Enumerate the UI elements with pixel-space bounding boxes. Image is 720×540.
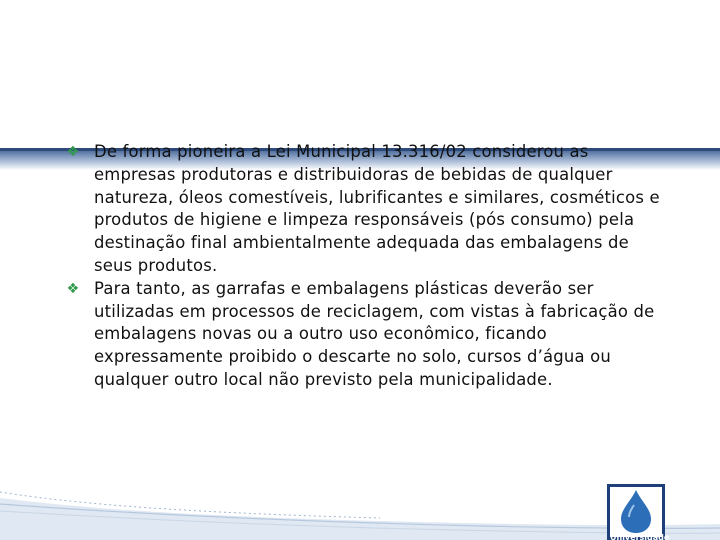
bullet-list bbox=[62, 141, 662, 392]
bullet-text-1: De forma pioneira a Lei Municipal 13.316/02 considerou as empresas produtoras e distribuidoras de bebidas de qualquer natureza, óleos comestíveis, lubrificantes e similares, cosméticos e produtos de higiene e limpeza responsáveis (pós consumo) pela destinação final ambientalmente adequada das embalagens de seus produtos. bbox=[94, 142, 660, 275]
bullet-item-1 bbox=[62, 141, 662, 278]
diamond-bullet-icon: ❖ bbox=[66, 144, 80, 160]
logo-caption: Universidade bbox=[610, 533, 670, 540]
bullet-text-2: Para tanto, as garrafas e embalagens plásticas deverão ser utilizadas em processos de reciclagem, com vistas à fabricação de embalagens novas ou a outro uso econômico, ficando expressamente proibido o descarte no solo, cursos d’água ou qualquer outro local não previsto pela municipalidade. bbox=[94, 278, 655, 389]
diamond-bullet-icon: ❖ bbox=[66, 280, 80, 297]
water-drop-logo-icon bbox=[607, 484, 670, 540]
bullet-item-2 bbox=[62, 278, 662, 392]
